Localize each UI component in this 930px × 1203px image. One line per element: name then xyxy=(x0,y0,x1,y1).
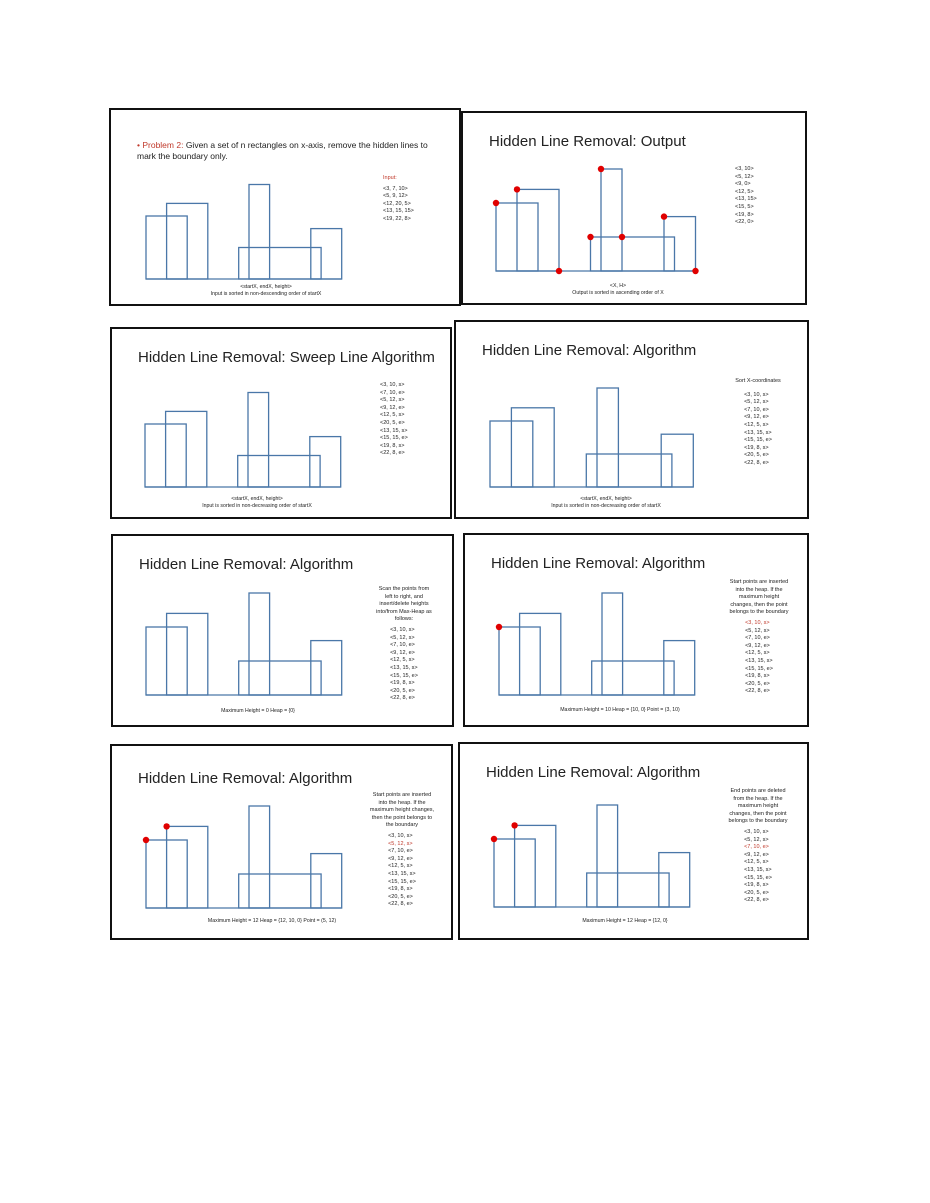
figure-caption xyxy=(168,708,348,715)
list-item: <15, 5> xyxy=(735,203,754,210)
list-item: <19, 8, s> xyxy=(388,886,413,893)
item-list xyxy=(735,166,757,227)
list-item: <3, 10> xyxy=(735,166,754,172)
boundary-point xyxy=(556,268,562,274)
slide-algorithm-step-3 xyxy=(458,742,809,940)
list-item: <12, 5, s> xyxy=(745,650,770,657)
item-list xyxy=(388,833,416,909)
list-item: <22, 8, e> xyxy=(744,897,769,904)
figure-caption xyxy=(172,918,372,925)
list-item: <3, 10, s> xyxy=(390,626,415,633)
caption-line-2: Input is sorted in non-decreasing order of startX xyxy=(551,503,661,509)
list-item: <15, 15, e> xyxy=(388,878,416,885)
boundary-point xyxy=(143,837,149,843)
item-list xyxy=(745,620,773,696)
building-rectangle xyxy=(248,393,269,488)
list-item: <20, 5, e> xyxy=(744,889,769,896)
building-rectangle xyxy=(239,661,321,695)
list-item: <9, 12, e> xyxy=(388,855,413,862)
list-item: <5, 12, s> xyxy=(380,397,405,404)
list-item: <5, 12, s> xyxy=(388,840,413,847)
boundary-point xyxy=(493,200,499,206)
building-rectangle xyxy=(597,805,618,907)
slide-problem xyxy=(109,108,461,306)
boundary-point xyxy=(692,268,698,274)
building-rectangle xyxy=(311,229,342,279)
caption-line-2: Input is sorted in non-descending order of startX xyxy=(210,291,322,297)
slide-algorithm-scan xyxy=(111,534,454,727)
list-item: <22, 8, e> xyxy=(390,695,415,702)
building-rectangle xyxy=(591,237,675,271)
list-item: <13, 15, s> xyxy=(388,870,416,877)
step-list xyxy=(368,792,436,909)
building-rectangle xyxy=(602,593,623,695)
list-item: <13, 15, s> xyxy=(744,866,772,873)
list-item: <3, 10, s> xyxy=(745,619,770,626)
list-item: <15, 15, e> xyxy=(390,672,418,679)
list-item: <20, 5, e> xyxy=(388,893,413,900)
caption-line: Maximum Height = 12 Heap = {12, 10, 0} Point = (5, 12) xyxy=(207,918,337,924)
slide-output xyxy=(461,111,807,305)
side-note: Start points are inserted into the heap. If the maximum height changes, then the point belongs to the boundary xyxy=(369,792,435,829)
list-item: <5, 12, s> xyxy=(745,627,770,634)
step-list xyxy=(729,579,789,696)
side-note: Start points are inserted into the heap. If the maximum height changes, then the point belongs to the boundary xyxy=(729,579,789,616)
sorted-list xyxy=(718,378,798,468)
caption-line-2: Input is sorted in non-decreasing order of startX xyxy=(202,503,312,509)
list-item: <22, 8, e> xyxy=(388,901,413,908)
building-rectangle xyxy=(310,437,341,487)
list-item: <3, 10, s> xyxy=(388,832,413,839)
boundary-point xyxy=(587,234,593,240)
boundary-point xyxy=(491,836,497,842)
figure-caption xyxy=(535,918,715,925)
list-item: <7, 10, e> xyxy=(744,406,769,413)
list-item: <13, 15, s> xyxy=(390,664,418,671)
item-list xyxy=(744,392,772,468)
list-item: <12, 5, s> xyxy=(388,863,413,870)
building-rectangle xyxy=(311,854,342,908)
list-item: <13, 15> xyxy=(735,196,757,203)
list-item: <9, 12, e> xyxy=(390,649,415,656)
list-item: <5, 12> xyxy=(735,173,754,180)
building-rectangle xyxy=(238,456,320,488)
list-item: <5, 9, 12> xyxy=(383,193,408,200)
list-item: <22, 8, e> xyxy=(745,688,770,695)
building-rectangle xyxy=(586,454,672,487)
problem-text: Given a set of n rectangles on x-axis, remove the hidden lines to mark the boundary only. xyxy=(137,140,428,161)
slide-title: Hidden Line Removal: Sweep Line Algorithm xyxy=(138,349,435,366)
slide-sweep-line xyxy=(110,327,452,519)
building-rectangle xyxy=(664,217,696,271)
boundary-point xyxy=(163,823,169,829)
building-rectangle xyxy=(239,874,321,908)
list-item: <12, 5, s> xyxy=(390,657,415,664)
building-rectangle xyxy=(587,873,669,907)
item-list xyxy=(390,627,418,703)
building-rectangle xyxy=(239,248,321,280)
list-item: <15, 15, e> xyxy=(745,665,773,672)
list-item: <19, 8, s> xyxy=(744,444,769,451)
item-list xyxy=(380,382,408,458)
list-item: <19, 8, s> xyxy=(744,882,769,889)
caption-line-2: Output is sorted in ascending order of X xyxy=(572,290,664,296)
scan-list xyxy=(375,586,433,703)
figure-caption xyxy=(151,284,381,298)
list-item: <9, 12, e> xyxy=(744,851,769,858)
slide-title: Hidden Line Removal: Algorithm xyxy=(138,770,353,787)
slide-title: Hidden Line Removal: Algorithm xyxy=(491,555,706,572)
event-list xyxy=(380,379,408,458)
boundary-point xyxy=(496,624,502,630)
list-item: <7, 10, e> xyxy=(388,848,413,855)
input-label: Input: xyxy=(383,175,397,181)
list-item: <22, 0> xyxy=(735,219,754,226)
list-item: <19, 8> xyxy=(735,211,754,218)
list-item: <13, 15, s> xyxy=(744,429,772,436)
slide-title: Hidden Line Removal: Algorithm xyxy=(486,764,701,781)
building-rectangle xyxy=(661,434,693,487)
boundary-point xyxy=(598,166,604,172)
step-list xyxy=(728,788,788,905)
list-item: <12, 20, 5> xyxy=(383,200,411,207)
list-item: <9, 12, e> xyxy=(744,414,769,421)
list-item: <12, 5, s> xyxy=(380,412,405,419)
boundary-point xyxy=(511,822,517,828)
list-item: <5, 12, s> xyxy=(744,836,769,843)
list-item: <20, 5, e> xyxy=(744,452,769,459)
list-item: <3, 10, s> xyxy=(380,382,405,388)
problem-label: Problem 2: xyxy=(142,140,184,150)
list-item: <19, 8, s> xyxy=(390,680,415,687)
building-rectangle xyxy=(249,185,270,280)
list-item: <22, 8, e> xyxy=(380,450,405,457)
list-item: <3, 10, s> xyxy=(744,391,769,398)
building-rectangle xyxy=(249,806,270,908)
list-item: <12, 5> xyxy=(735,188,754,195)
list-item: <13, 15, s> xyxy=(380,427,408,434)
boundary-point xyxy=(514,186,520,192)
caption-line: Maximum Height = 10 Heap = {10, 0} Point = (3, 10) xyxy=(560,707,680,713)
list-item: <15, 15, e> xyxy=(744,874,772,881)
slide-algorithm-step-1 xyxy=(463,533,809,727)
building-rectangle xyxy=(249,593,270,695)
list-item: <3, 7, 10> xyxy=(383,185,408,192)
slide-title: Hidden Line Removal: Algorithm xyxy=(139,556,354,573)
list-item: <19, 8, s> xyxy=(745,673,770,680)
figure-caption xyxy=(142,496,372,510)
list-item: <7, 10, e> xyxy=(745,635,770,642)
list-item: <7, 10, e> xyxy=(744,844,769,851)
figure-caption xyxy=(503,283,733,297)
list-item: <20, 5, e> xyxy=(380,419,405,426)
list-item: <7, 10, e> xyxy=(390,642,415,649)
item-list xyxy=(744,829,772,905)
output-list xyxy=(735,163,757,227)
caption-line-1: <startX, endX, height> xyxy=(240,284,292,290)
item-list xyxy=(383,186,414,224)
list-item: <9, 12, e> xyxy=(745,642,770,649)
list-item: <7, 10, e> xyxy=(380,389,405,396)
list-item: <13, 15, 15> xyxy=(383,208,414,215)
caption-line: Maximum Height = 12 Heap = {12, 0} xyxy=(582,918,668,924)
list-item: <20, 5, e> xyxy=(745,680,770,687)
list-item: <9, 12, e> xyxy=(380,404,405,411)
list-item: <12, 5, s> xyxy=(744,421,769,428)
slide-algorithm-sort xyxy=(454,320,809,519)
side-note: Sort X-coordinates xyxy=(735,378,781,384)
list-item: <12, 5, s> xyxy=(744,859,769,866)
list-item: <9, 0> xyxy=(735,181,751,188)
slide-title: Hidden Line Removal: Algorithm xyxy=(482,342,697,359)
boundary-point xyxy=(619,234,625,240)
building-rectangle xyxy=(601,169,622,271)
caption-line: Maximum Height = 0 Heap = {0} xyxy=(221,708,295,714)
list-item: <15, 15, e> xyxy=(744,437,772,444)
boundary-point xyxy=(661,213,667,219)
list-item: <5, 12, s> xyxy=(744,399,769,406)
slide-algorithm-step-2 xyxy=(110,744,453,940)
building-rectangle xyxy=(311,641,342,695)
list-item: <5, 12, s> xyxy=(390,634,415,641)
side-note: Scan the points from left to right, and insert/delete heights into/from Max-Heap as follows: xyxy=(376,586,432,623)
slide-title: Hidden Line Removal: Output xyxy=(489,133,686,150)
list-item: <15, 15, e> xyxy=(380,435,408,442)
caption-line-1: <startX, endX, height> xyxy=(231,496,283,502)
building-rectangle xyxy=(659,853,690,907)
list-item: <20, 5, e> xyxy=(390,687,415,694)
building-rectangle xyxy=(597,388,618,487)
figure-caption xyxy=(491,496,721,510)
bullet-icon: • xyxy=(137,140,143,150)
list-item: <3, 10, s> xyxy=(744,828,769,835)
list-item: <22, 8, e> xyxy=(744,459,769,466)
list-item: <19, 8, s> xyxy=(380,442,405,449)
caption-line-1: <startX, endX, height> xyxy=(580,496,632,502)
caption-line-1: <X, H> xyxy=(609,283,627,289)
list-item: <13, 15, s> xyxy=(745,657,773,664)
building-rectangle xyxy=(592,661,674,695)
building-rectangle xyxy=(664,641,695,695)
figure-caption xyxy=(515,707,725,714)
list-item: <19, 22, 8> xyxy=(383,215,411,222)
input-list xyxy=(383,175,414,224)
side-note: End points are deleted from the heap. If the maximum height changes, then the point belongs to the boundary xyxy=(728,788,788,825)
